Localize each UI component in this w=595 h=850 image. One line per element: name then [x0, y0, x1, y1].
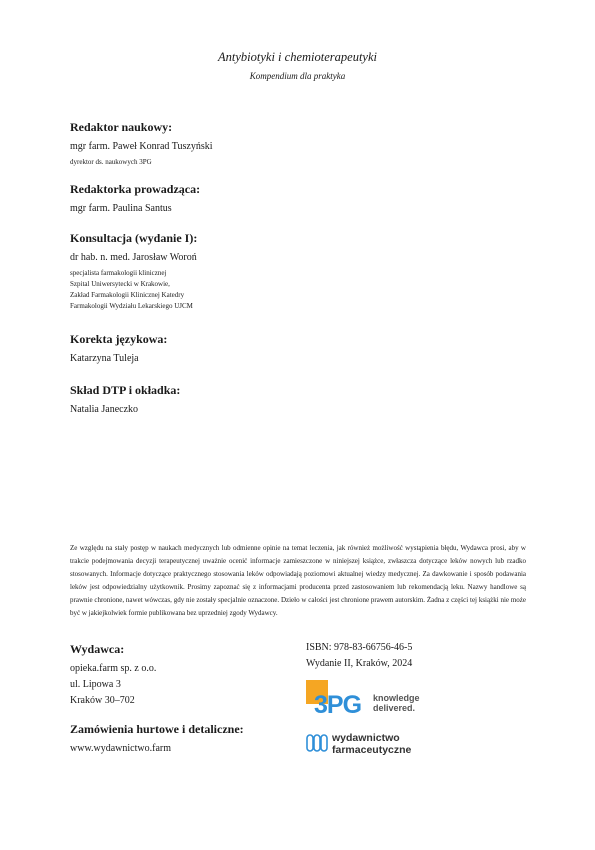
pills-icon [307, 735, 327, 751]
credit-name: mgr farm. Paweł Konrad Tuszyński [70, 141, 213, 152]
credit-name: dr hab. n. med. Jarosław Woroń [70, 252, 197, 263]
credit-detail: dyrektor ds. naukowych 3PG [70, 158, 152, 166]
isbn-text: ISBN: 978-83-66756-46-5 [306, 642, 413, 653]
3pg-logo-tagline-2: delivered. [373, 703, 416, 713]
edition-section [306, 642, 526, 674]
credit-dtp [70, 383, 540, 415]
orders-website-link[interactable]: www.wydawnictwo.farm [70, 743, 171, 754]
3pg-logo [306, 680, 446, 720]
credit-consultation [70, 231, 540, 312]
credit-name: Katarzyna Tuleja [70, 353, 139, 364]
credit-detail: specjalista farmakologii klinicznej [70, 269, 167, 277]
wf-logo-line-1: wydawnictwo [332, 732, 400, 744]
publisher-company: opieka.farm sp. z o.o. [70, 663, 157, 674]
publisher-street: ul. Lipowa 3 [70, 679, 121, 690]
edition-text: Wydanie II, Kraków, 2024 [306, 658, 413, 669]
3pg-logo-mark: 3PG [314, 691, 362, 719]
book-subtitle: Kompendium dla praktyka [249, 71, 346, 81]
wf-logo [306, 730, 456, 756]
credit-name: mgr farm. Paulina Santus [70, 203, 172, 214]
credit-heading: Redaktorka prowadząca: [70, 182, 201, 196]
orders-heading: Zamówienia hurtowe i detaliczne: [70, 722, 244, 736]
3pg-logo-tagline-1: knowledge [373, 693, 420, 703]
credit-heading: Redaktor naukowy: [70, 120, 173, 134]
wf-logo-line-2: farmaceutyczne [332, 744, 412, 756]
publisher-city: Kraków 30–702 [70, 695, 135, 706]
legal-disclaimer: Ze względu na stały postęp w naukach medycznych lub odmienne opinie na temat leczenia, jak również możliwość wystąpienia błędu, Wydawca prosi, aby w trakcie podejmowania decyzji terapeutycznej uważnie ocenić informacje zamieszczone w niniejszej książce, zwłaszcza dotyczące leków nowych lub rzadko stosowanych. Informacje dotyczące praktycznego stosowania leków odpowiadają poziomowi aktualnej wiedzy medycznej. Za dawkowanie i sposób podawania leków jest odpowiedzialny użytkownik. Prosimy zapoznać się z informacjami producenta przed zastosowaniem lub rekomendacją leku. Nazwy handlowe są prawnie chronione, nawet wówczas, gdy nie zostały specjalnie oznaczone. Dzieło w całości jest chronione prawem autorskim. Żadna z części tej książki nie może być w jakiejkolwiek formie publikowana bez uprzedniej zgody Wydawcy. [70, 544, 526, 617]
credit-detail: Farmakologii Wydziału Lekarskiego UJCM [70, 302, 193, 310]
credit-proofreading [70, 332, 540, 364]
credit-heading: Skład DTP i okładka: [70, 383, 181, 397]
credit-detail: Zakład Farmakologii Klinicznej Katedry [70, 291, 185, 299]
credit-scientific-editor [70, 120, 540, 168]
publisher-heading: Wydawca: [70, 642, 125, 656]
credit-managing-editor [70, 182, 540, 214]
publisher-section [70, 642, 290, 759]
book-title: Antybiotyki i chemioterapeutyki [218, 50, 377, 64]
credit-detail: Szpital Uniwersytecki w Krakowie, [70, 280, 170, 288]
credit-heading: Konsultacja (wydanie I): [70, 231, 198, 245]
credit-name: Natalia Janeczko [70, 404, 139, 415]
credit-heading: Korekta językowa: [70, 332, 168, 346]
